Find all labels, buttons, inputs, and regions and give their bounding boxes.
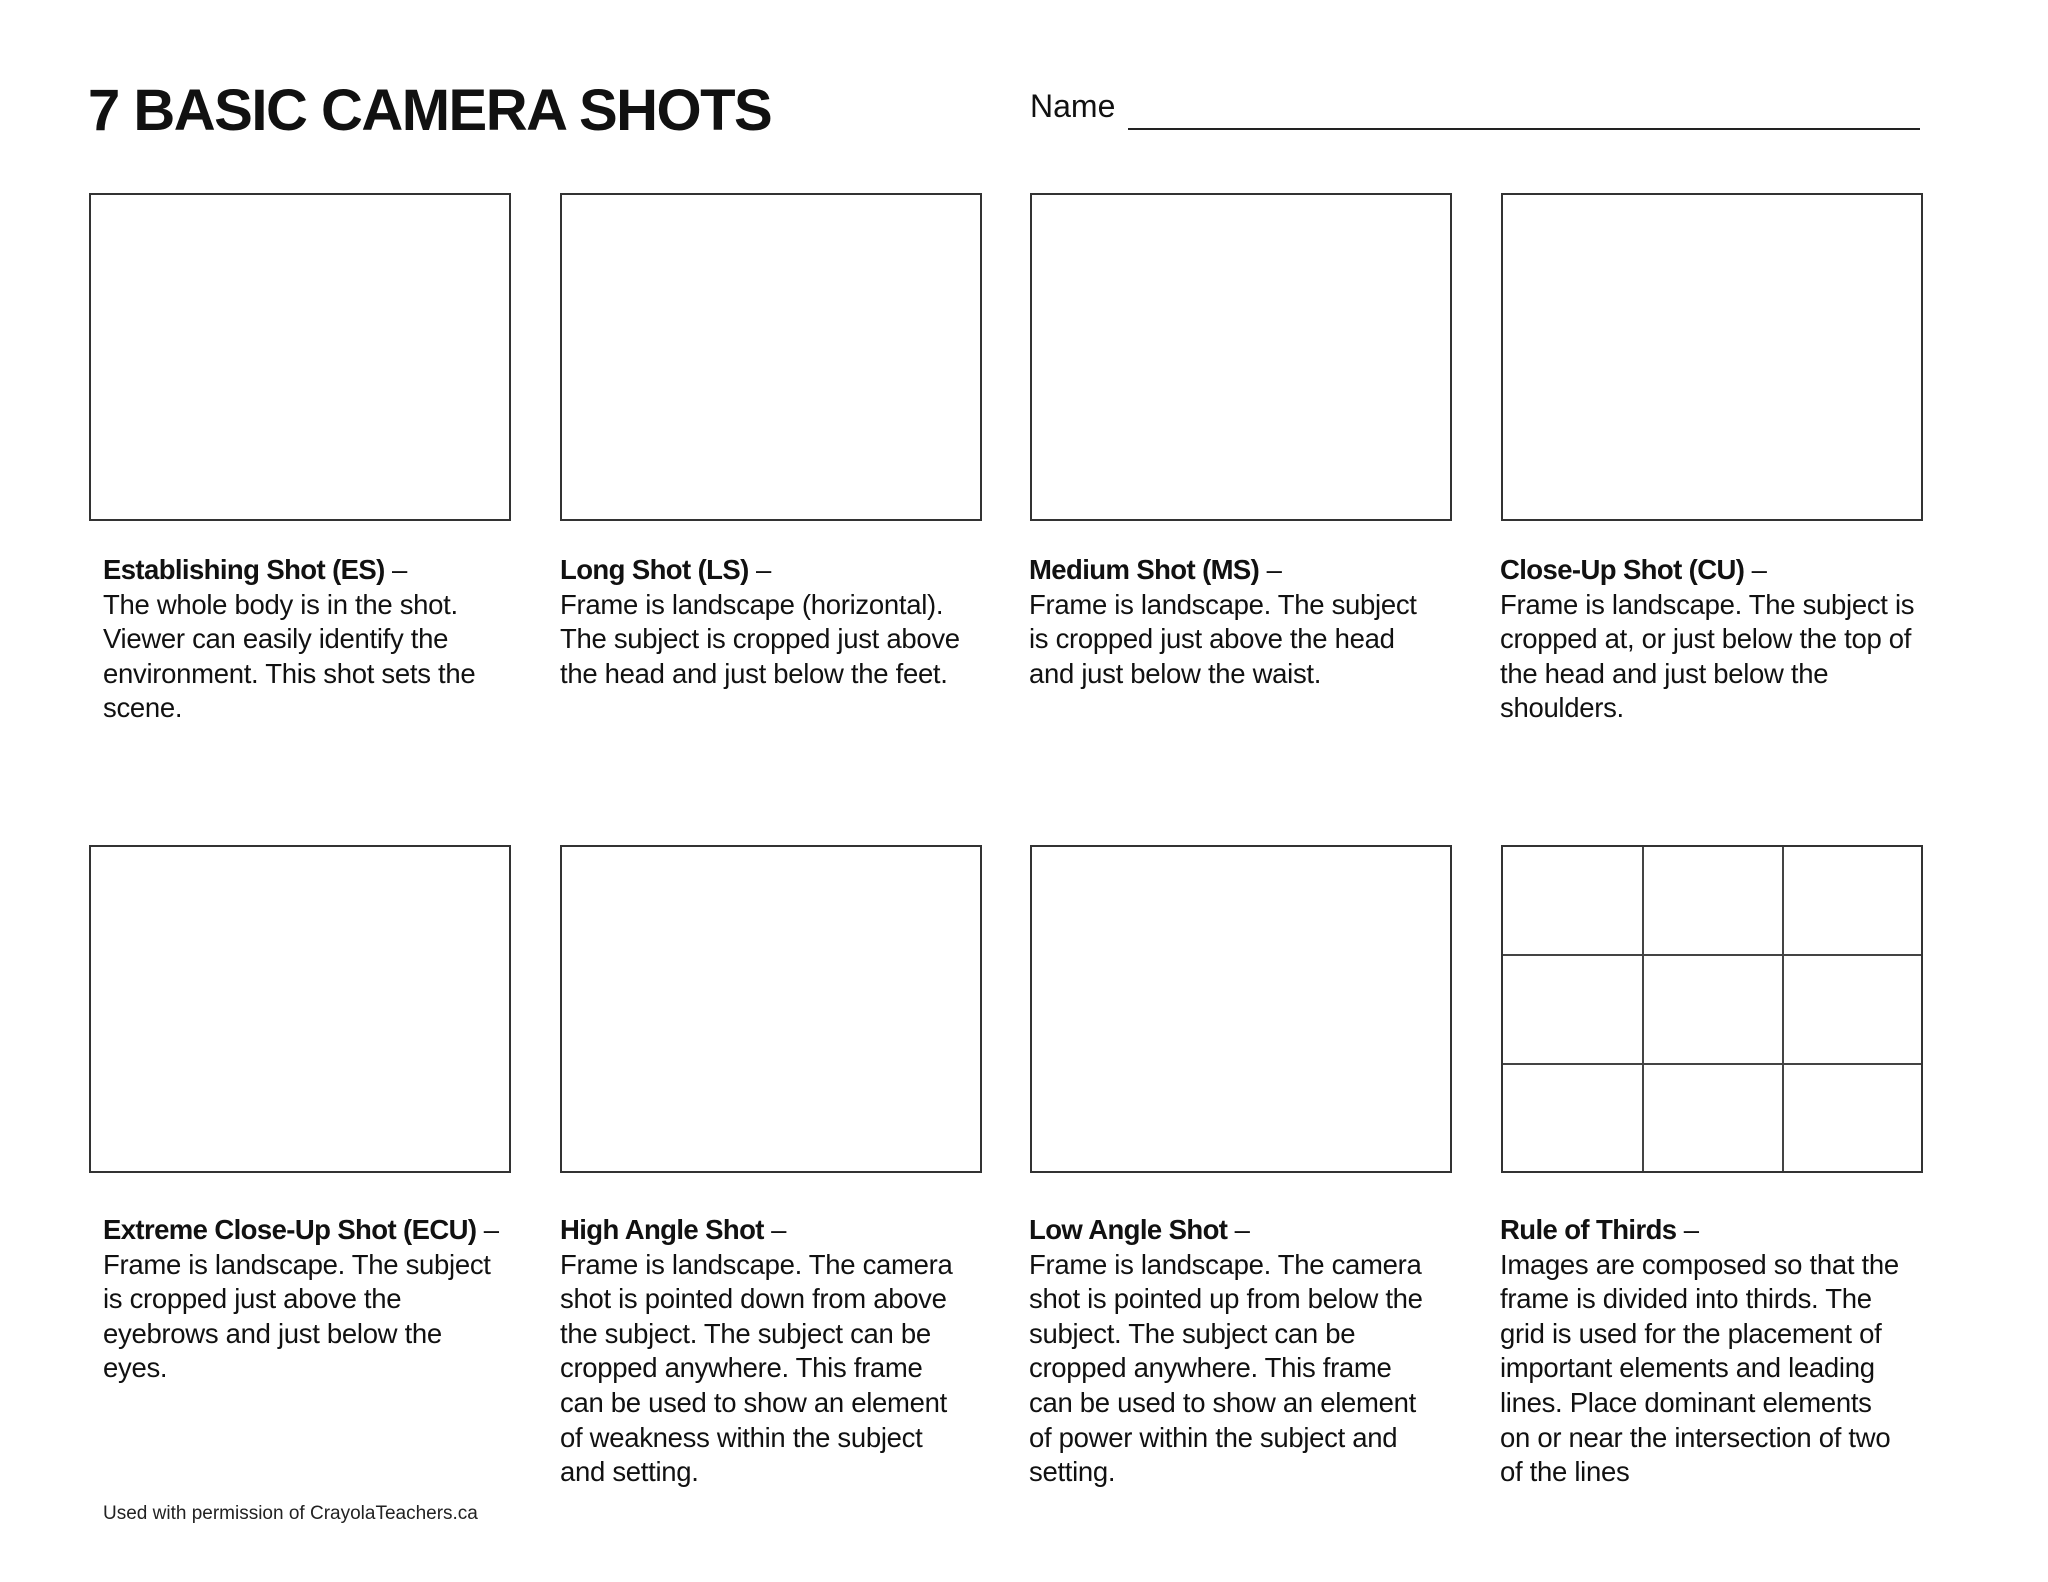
shot-description-line: The subject is cropped just above bbox=[560, 623, 960, 655]
shot-heading: Close-Up Shot (CU) bbox=[1500, 554, 1745, 585]
shot-heading-line bbox=[103, 1213, 543, 1248]
footer-credit: Used with permission of CrayolaTeachers.ca bbox=[103, 1503, 478, 1524]
shot-description-line: shoulders. bbox=[1500, 692, 1624, 724]
drawing-frame-high-angle-shot bbox=[560, 845, 982, 1173]
shot-description bbox=[1500, 553, 1940, 726]
shot-description bbox=[560, 1213, 1000, 1490]
shot-description-line: the head and just below the feet. bbox=[560, 657, 948, 689]
shot-description-line: Frame is landscape. The camera bbox=[560, 1248, 953, 1280]
shot-description-line: and just below the waist. bbox=[1029, 657, 1322, 689]
shot-heading-dash: – bbox=[476, 1214, 499, 1245]
shot-heading-line bbox=[103, 553, 543, 588]
shot-description bbox=[1029, 1213, 1469, 1490]
shot-heading-dash: – bbox=[1676, 1214, 1699, 1245]
shot-description bbox=[103, 1213, 543, 1386]
shot-heading-line bbox=[560, 1213, 1000, 1248]
shot-description-line: Frame is landscape. The camera bbox=[1029, 1248, 1422, 1280]
shot-description-line: Viewer can easily identify the bbox=[103, 623, 449, 655]
shot-heading: Rule of Thirds bbox=[1500, 1214, 1677, 1245]
shot-description-line: Images are composed so that the bbox=[1500, 1248, 1899, 1280]
shot-description-line: Frame is landscape (horizontal). bbox=[560, 588, 944, 620]
shot-description-line: the head and just below the bbox=[1500, 657, 1829, 689]
thirds-grid-line bbox=[1782, 847, 1784, 1171]
shot-description-line: Frame is landscape. The subject is bbox=[1500, 588, 1915, 620]
shot-description-line: cropped anywhere. This frame bbox=[560, 1352, 923, 1384]
page-title: 7 BASIC CAMERA SHOTS bbox=[88, 78, 772, 143]
shot-description bbox=[1500, 1213, 1940, 1490]
shot-description bbox=[103, 553, 543, 726]
name-label: Name bbox=[1030, 88, 1116, 124]
shot-description-line: frame is divided into thirds. The bbox=[1500, 1283, 1872, 1315]
shot-heading-line bbox=[560, 553, 1000, 588]
shot-description-line: shot is pointed up from below the bbox=[1029, 1283, 1423, 1315]
shot-description-line: important elements and leading bbox=[1500, 1352, 1875, 1384]
thirds-grid-line bbox=[1503, 954, 1921, 956]
shot-description-line: cropped anywhere. This frame bbox=[1029, 1352, 1392, 1384]
shot-description-line: can be used to show an element bbox=[1029, 1386, 1416, 1418]
shot-description-line: eyebrows and just below the bbox=[103, 1317, 442, 1349]
shot-description bbox=[1029, 553, 1469, 691]
shot-heading-line bbox=[1500, 1213, 1940, 1248]
shot-heading-dash: – bbox=[1227, 1214, 1250, 1245]
drawing-frame-establishing-shot bbox=[89, 193, 511, 521]
thirds-grid-line bbox=[1642, 847, 1644, 1171]
shot-description-line: environment. This shot sets the bbox=[103, 657, 476, 689]
drawing-frame-long-shot bbox=[560, 193, 982, 521]
shot-description-line: and setting. bbox=[560, 1456, 699, 1488]
shot-description-line: on or near the intersection of two bbox=[1500, 1421, 1891, 1453]
shot-description-line: lines. Place dominant elements bbox=[1500, 1386, 1872, 1418]
thirds-grid-line bbox=[1503, 1063, 1921, 1065]
shot-description-line: is cropped just above the head bbox=[1029, 623, 1395, 655]
shot-description-line: The whole body is in the shot. bbox=[103, 588, 458, 620]
shot-heading: Low Angle Shot bbox=[1029, 1214, 1228, 1245]
shot-description-line: is cropped just above the bbox=[103, 1283, 402, 1315]
shot-description-line: grid is used for the placement of bbox=[1500, 1317, 1882, 1349]
drawing-frame-rule-of-thirds bbox=[1501, 845, 1923, 1173]
shot-heading-dash: – bbox=[384, 554, 408, 585]
shot-heading: Extreme Close-Up Shot (ECU) bbox=[103, 1214, 477, 1245]
shot-heading-line bbox=[1500, 553, 1940, 588]
shot-heading: High Angle Shot bbox=[560, 1214, 764, 1245]
shot-description-line: of weakness within the subject bbox=[560, 1421, 923, 1453]
shot-description-line: eyes. bbox=[103, 1352, 168, 1384]
shot-description-line: of power within the subject and bbox=[1029, 1421, 1398, 1453]
shot-description-line: cropped at, or just below the top of bbox=[1500, 623, 1912, 655]
shot-description-line: subject. The subject can be bbox=[1029, 1317, 1356, 1349]
drawing-frame-extreme-close-up-shot bbox=[89, 845, 511, 1173]
shot-heading-dash: – bbox=[1744, 554, 1767, 585]
shot-description-line: Frame is landscape. The subject bbox=[1029, 588, 1417, 620]
shot-description bbox=[560, 553, 1000, 691]
shot-heading-dash: – bbox=[1259, 554, 1282, 585]
drawing-frame-medium-shot bbox=[1030, 193, 1452, 521]
shot-description-line: Frame is landscape. The subject bbox=[103, 1248, 491, 1280]
shot-heading: Long Shot (LS) bbox=[560, 554, 749, 585]
drawing-frame-close-up-shot bbox=[1501, 193, 1923, 521]
shot-description-line: the subject. The subject can be bbox=[560, 1317, 931, 1349]
shot-description-line: shot is pointed down from above bbox=[560, 1283, 947, 1315]
shot-heading-dash: – bbox=[748, 554, 771, 585]
name-input-line[interactable] bbox=[1128, 128, 1920, 130]
shot-description-line: can be used to show an element bbox=[560, 1386, 947, 1418]
shot-heading: Medium Shot (MS) bbox=[1029, 554, 1260, 585]
shot-heading-line bbox=[1029, 1213, 1469, 1248]
shot-description-line: scene. bbox=[103, 692, 183, 724]
drawing-frame-low-angle-shot bbox=[1030, 845, 1452, 1173]
shot-heading: Establishing Shot (ES) bbox=[103, 554, 385, 585]
shot-description-line: setting. bbox=[1029, 1456, 1116, 1488]
shot-description-line: of the lines bbox=[1500, 1456, 1630, 1488]
shot-heading-line bbox=[1029, 553, 1469, 588]
shot-heading-dash: – bbox=[763, 1214, 787, 1245]
